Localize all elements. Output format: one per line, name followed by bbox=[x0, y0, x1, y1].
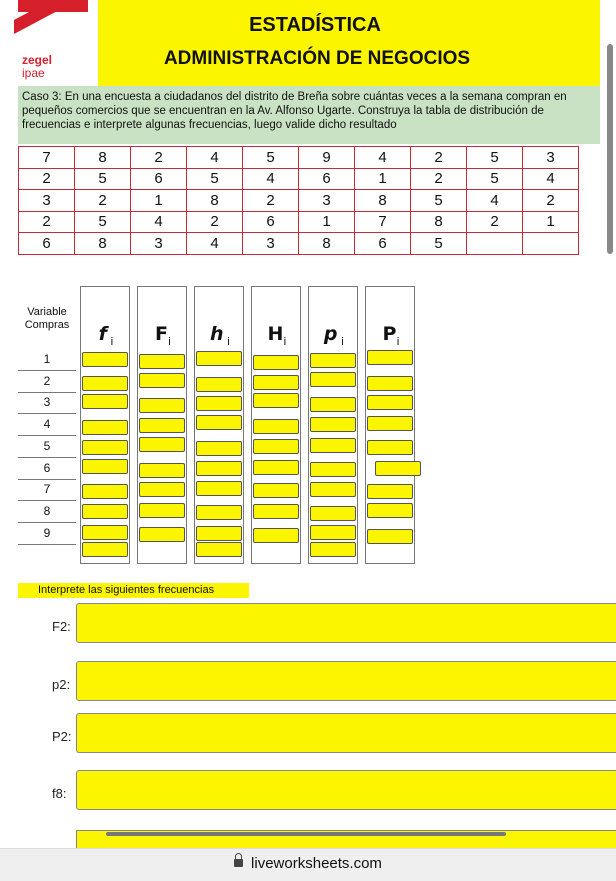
symbol-hi: h $_i$ bbox=[209, 323, 231, 348]
data-cell: 3 bbox=[131, 233, 187, 255]
data-table bbox=[18, 146, 579, 255]
row-label: 3 bbox=[18, 392, 76, 414]
answer-input[interactable] bbox=[367, 395, 413, 410]
answer-input[interactable] bbox=[82, 352, 128, 367]
data-cell: 9 bbox=[299, 147, 355, 169]
brand-ipae: ipae bbox=[22, 66, 45, 80]
data-row bbox=[19, 168, 579, 190]
row-label: 4 bbox=[18, 414, 76, 436]
row-label: 8 bbox=[18, 501, 76, 523]
answer-input[interactable] bbox=[253, 460, 299, 475]
interpretation-answer-box[interactable] bbox=[76, 603, 616, 643]
answer-input[interactable] bbox=[139, 373, 185, 388]
variable-label: Variable bbox=[27, 306, 67, 318]
data-cell: 5 bbox=[75, 168, 131, 190]
data-cell: 2 bbox=[187, 211, 243, 233]
data-cell: 4 bbox=[467, 190, 523, 212]
answer-input[interactable] bbox=[139, 527, 185, 542]
answer-input[interactable] bbox=[139, 398, 185, 413]
answer-input[interactable] bbox=[196, 441, 242, 456]
data-cell: 4 bbox=[187, 233, 243, 255]
total-pi-input[interactable] bbox=[310, 542, 356, 557]
answer-input[interactable] bbox=[310, 353, 356, 368]
answer-input[interactable] bbox=[139, 418, 185, 433]
answer-input[interactable] bbox=[310, 417, 356, 432]
answer-input[interactable] bbox=[196, 505, 242, 520]
data-row bbox=[19, 190, 579, 212]
data-cell: 5 bbox=[75, 211, 131, 233]
answer-input[interactable] bbox=[367, 376, 413, 391]
answer-input[interactable] bbox=[196, 377, 242, 392]
symbol-Pi: $P_i$ bbox=[382, 323, 400, 348]
question-label: P2: bbox=[52, 729, 72, 744]
answer-input[interactable] bbox=[139, 503, 185, 518]
data-cell: 1 bbox=[299, 211, 355, 233]
footer-bar bbox=[0, 848, 616, 881]
page-title: ESTADÍSTICA bbox=[249, 14, 381, 36]
answer-input[interactable] bbox=[82, 525, 128, 540]
total-hi-input[interactable] bbox=[196, 542, 242, 557]
row-label: 6 bbox=[18, 458, 76, 480]
answer-input[interactable] bbox=[310, 397, 356, 412]
data-cell: 5 bbox=[467, 168, 523, 190]
data-cell: 4 bbox=[243, 168, 299, 190]
data-cell: 4 bbox=[131, 211, 187, 233]
data-cell: 2 bbox=[75, 190, 131, 212]
row-label: 5 bbox=[18, 436, 76, 458]
answer-input[interactable] bbox=[82, 459, 128, 474]
data-cell: 8 bbox=[411, 211, 467, 233]
data-cell: 1 bbox=[523, 211, 579, 233]
answer-input[interactable] bbox=[253, 528, 299, 543]
interpretation-answer-box[interactable] bbox=[76, 713, 616, 753]
answer-input[interactable] bbox=[367, 529, 413, 544]
row-label: 9 bbox=[18, 523, 76, 545]
answer-input[interactable] bbox=[196, 415, 242, 430]
answer-input[interactable] bbox=[139, 437, 185, 452]
data-cell: 8 bbox=[187, 190, 243, 212]
answer-input[interactable] bbox=[310, 525, 356, 540]
data-cell: 2 bbox=[131, 147, 187, 169]
interpretation-answer-box[interactable] bbox=[76, 770, 616, 810]
data-cell: 7 bbox=[355, 211, 411, 233]
answer-input[interactable] bbox=[310, 482, 356, 497]
symbol-fi: f $_i$ bbox=[98, 323, 114, 348]
symbol-pi: p $_i$ bbox=[323, 323, 345, 348]
data-cell: 5 bbox=[411, 233, 467, 255]
data-cell: 4 bbox=[187, 147, 243, 169]
answer-input[interactable] bbox=[367, 440, 413, 455]
data-cell: 2 bbox=[243, 190, 299, 212]
interpretation-answer-box[interactable] bbox=[76, 661, 616, 701]
answer-input[interactable] bbox=[367, 350, 413, 365]
data-cell: 1 bbox=[355, 168, 411, 190]
answer-input[interactable] bbox=[196, 351, 242, 366]
question-label: f8: bbox=[52, 786, 67, 801]
data-cell bbox=[467, 233, 523, 255]
data-cell: 2 bbox=[19, 168, 75, 190]
data-cell: 2 bbox=[19, 211, 75, 233]
answer-input[interactable] bbox=[310, 462, 356, 477]
answer-input[interactable] bbox=[253, 483, 299, 498]
row-label: 7 bbox=[18, 479, 76, 501]
data-cell: 2 bbox=[411, 147, 467, 169]
answer-input[interactable] bbox=[310, 372, 356, 387]
site-url[interactable]: liveworksheets.com bbox=[251, 855, 382, 872]
answer-input[interactable] bbox=[82, 484, 128, 499]
variable-header bbox=[18, 306, 76, 332]
answer-input[interactable] bbox=[82, 394, 128, 409]
answer-input[interactable] bbox=[367, 416, 413, 431]
data-cell: 2 bbox=[411, 168, 467, 190]
data-cell: 8 bbox=[299, 233, 355, 255]
symbol-Fi: $F_i$ bbox=[154, 323, 172, 348]
data-cell: 3 bbox=[299, 190, 355, 212]
answer-input[interactable] bbox=[253, 375, 299, 390]
data-cell: 3 bbox=[243, 233, 299, 255]
answer-input[interactable] bbox=[253, 439, 299, 454]
data-cell: 6 bbox=[243, 211, 299, 233]
data-cell: 8 bbox=[75, 147, 131, 169]
answer-input[interactable] bbox=[82, 376, 128, 391]
answer-input[interactable] bbox=[253, 393, 299, 408]
data-cell: 1 bbox=[131, 190, 187, 212]
data-row bbox=[19, 233, 579, 255]
data-cell: 5 bbox=[243, 147, 299, 169]
frequency-table bbox=[18, 286, 422, 564]
case-description: Caso 3: En una encuesta a ciudadanos del distrito de Breña sobre cuántas veces a la semana compran en pequeños comercios que se encuentran en la Av. Alfonso Ugarte. Construya la tabla de distribución de frecuencias e interprete algunas frecuencias, luego valide dicho resultado bbox=[18, 86, 600, 144]
answer-input[interactable] bbox=[196, 396, 242, 411]
answer-input[interactable] bbox=[310, 506, 356, 521]
answer-input[interactable] bbox=[139, 354, 185, 369]
brand-zegel: zegel bbox=[22, 53, 53, 67]
data-cell: 6 bbox=[19, 233, 75, 255]
symbol-Hi: $H_i$ bbox=[267, 323, 287, 348]
vertical-scrollbar[interactable] bbox=[607, 44, 613, 254]
answer-input[interactable] bbox=[367, 484, 413, 499]
question-label: F2: bbox=[52, 619, 71, 634]
answer-input[interactable] bbox=[139, 482, 185, 497]
data-cell: 5 bbox=[411, 190, 467, 212]
data-cell: 5 bbox=[187, 168, 243, 190]
data-cell: 6 bbox=[355, 233, 411, 255]
total-fi-input[interactable] bbox=[82, 542, 128, 557]
data-cell: 4 bbox=[355, 147, 411, 169]
data-cell: 8 bbox=[355, 190, 411, 212]
answer-input[interactable] bbox=[82, 440, 128, 455]
row-label: 2 bbox=[18, 371, 76, 393]
lock-icon bbox=[234, 859, 243, 867]
page-subtitle: ADMINISTRACIÓN DE NEGOCIOS bbox=[163, 48, 471, 69]
horizontal-scrollbar[interactable] bbox=[106, 832, 506, 836]
answer-input[interactable] bbox=[82, 504, 128, 519]
answer-input[interactable] bbox=[196, 461, 242, 476]
answer-input[interactable] bbox=[253, 504, 299, 519]
answer-input[interactable] bbox=[367, 503, 413, 518]
data-cell: 6 bbox=[131, 168, 187, 190]
data-cell: 6 bbox=[299, 168, 355, 190]
answer-input[interactable] bbox=[310, 438, 356, 453]
data-cell: 3 bbox=[19, 190, 75, 212]
data-cell: 4 bbox=[523, 168, 579, 190]
zegel-logo bbox=[0, 0, 98, 86]
data-cell: 2 bbox=[467, 211, 523, 233]
answer-input[interactable] bbox=[82, 420, 128, 435]
data-row bbox=[19, 211, 579, 233]
row-label: 1 bbox=[18, 349, 76, 371]
answer-input[interactable] bbox=[253, 419, 299, 434]
data-cell: 5 bbox=[467, 147, 523, 169]
data-row bbox=[19, 147, 579, 169]
answer-input[interactable] bbox=[375, 461, 421, 476]
data-cell: 3 bbox=[523, 147, 579, 169]
question-label: p2: bbox=[52, 677, 71, 692]
answer-input[interactable] bbox=[253, 355, 299, 370]
data-cell bbox=[523, 233, 579, 255]
answer-input[interactable] bbox=[139, 463, 185, 478]
data-cell: 7 bbox=[19, 147, 75, 169]
compras-label: Compras bbox=[24, 319, 70, 331]
interpret-label: Interprete las siguientes frecuencias bbox=[18, 583, 249, 598]
answer-input[interactable] bbox=[196, 526, 242, 541]
data-cell: 2 bbox=[523, 190, 579, 212]
answer-input[interactable] bbox=[196, 481, 242, 496]
data-cell: 8 bbox=[75, 233, 131, 255]
